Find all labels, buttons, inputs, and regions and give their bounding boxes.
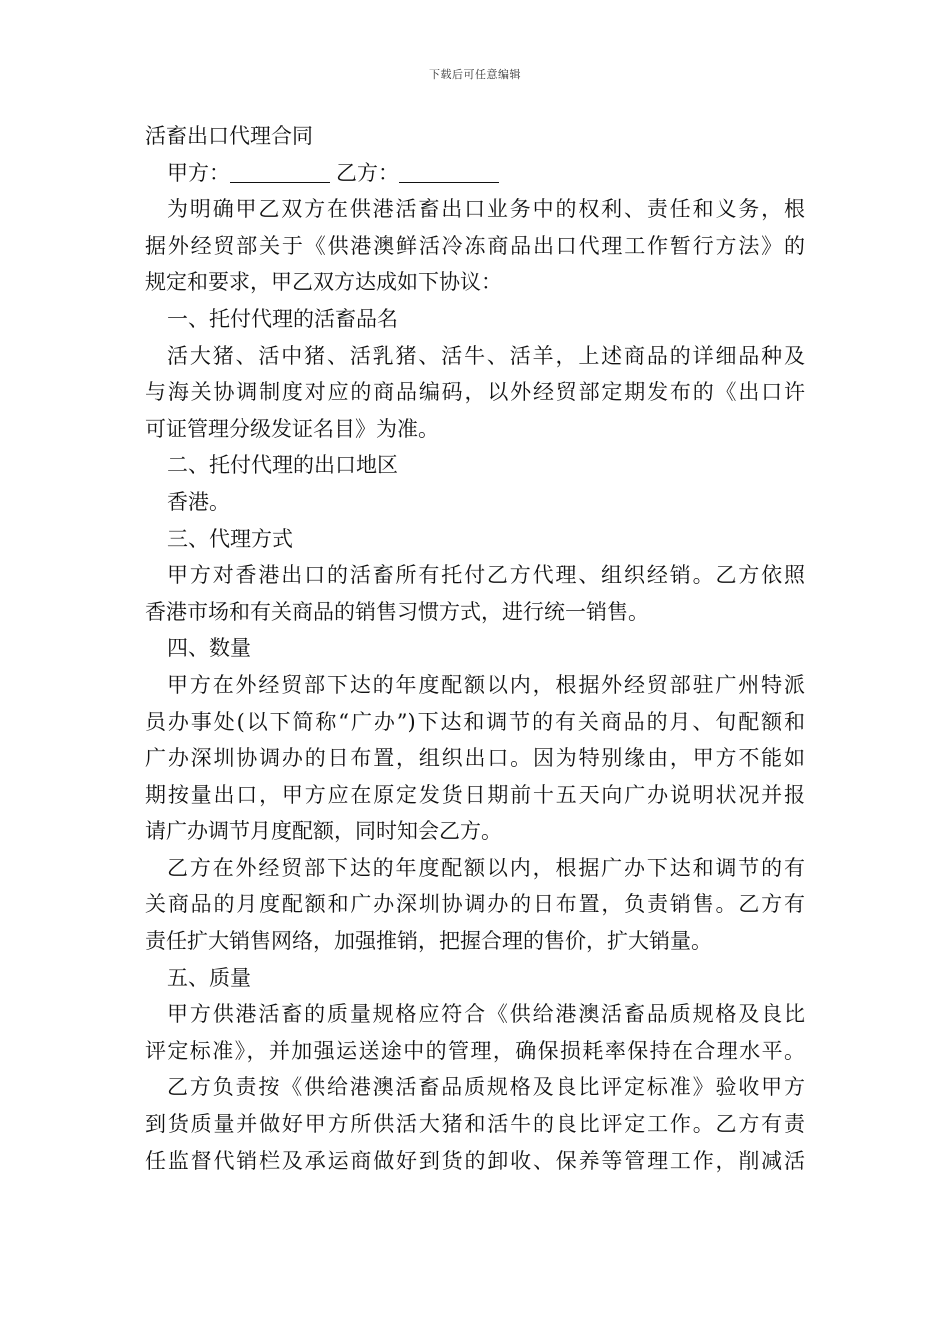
text-line: 广办深圳协调办的日布置，组织出口。因为特别缘由，甲方不能如	[145, 746, 805, 771]
party-b-blank	[399, 162, 499, 183]
text-line: 责任扩大销售网络，加强推销，把握合理的售价，扩大销量。	[145, 929, 712, 954]
text-line: 甲方对香港出口的活畜所有托付乙方代理、组织经销。乙方依照	[167, 563, 805, 588]
header-note: 下载后可任意编辑	[429, 68, 521, 81]
text-line: 甲方在外经贸部下达的年度配额以内，根据外经贸部驻广州特派	[167, 672, 805, 697]
parties-line	[145, 155, 805, 192]
text-line: 香港。	[167, 489, 230, 514]
section-heading: 二、托付代理的出口地区	[167, 453, 398, 478]
section-heading: 五、质量	[167, 965, 251, 990]
text-line: 为明确甲乙双方在供港活畜出口业务中的权利、责任和义务，根	[167, 197, 805, 222]
text-line: 与海关协调制度对应的商品编码，以外经贸部定期发布的《出口许	[145, 380, 805, 405]
text-line: 香港市场和有关商品的销售习惯方式，进行统一销售。	[145, 599, 649, 624]
text-line: 任监督代销栏及承运商做好到货的卸收、保养等管理工作，削减活	[145, 1148, 805, 1173]
document-title: 活畜出口代理合同	[145, 124, 313, 148]
document-body	[145, 118, 805, 1179]
text-line: 员办事处(以下简称“广办”)下达和调节的有关商品的月、旬配额和	[145, 709, 805, 734]
text-line: 活大猪、活中猪、活乳猪、活牛、活羊，上述商品的详细品种及	[167, 343, 805, 368]
text-line: 请广办调节月度配额，同时知会乙方。	[145, 819, 502, 844]
text-line: 期按量出口，甲方应在原定发货日期前十五天向广办说明状况并报	[145, 782, 805, 807]
text-line: 到货质量并做好甲方所供活大猪和活牛的良比评定工作。乙方有责	[145, 1112, 805, 1137]
text-line: 规定和要求，甲乙双方达成如下协议：	[145, 270, 502, 295]
text-line: 评定标准》，并加强运送途中的管理，确保损耗率保持在合理水平。	[145, 1038, 805, 1063]
party-a-blank	[230, 162, 330, 183]
section-heading: 四、数量	[167, 636, 251, 661]
text-line: 据外经贸部关于《供港澳鲜活冷冻商品出口代理工作暂行方法》的	[145, 233, 805, 258]
text-line: 乙方在外经贸部下达的年度配额以内，根据广办下达和调节的有	[167, 855, 805, 880]
party-a-label: 甲方：	[167, 160, 230, 185]
text-line: 甲方供港活畜的质量规格应符合《供给港澳活畜品质规格及良比	[167, 1002, 805, 1027]
text-line: 可证管理分级发证名目》为准。	[145, 416, 439, 441]
section-heading: 一、托付代理的活畜品名	[167, 306, 398, 331]
party-b-label: 乙方：	[336, 160, 399, 185]
text-line: 乙方负责按《供给港澳活畜品质规格及良比评定标准》验收甲方	[167, 1075, 805, 1100]
text-line: 关商品的月度配额和广办深圳协调办的日布置，负责销售。乙方有	[145, 892, 805, 917]
section-heading: 三、代理方式	[167, 526, 293, 551]
